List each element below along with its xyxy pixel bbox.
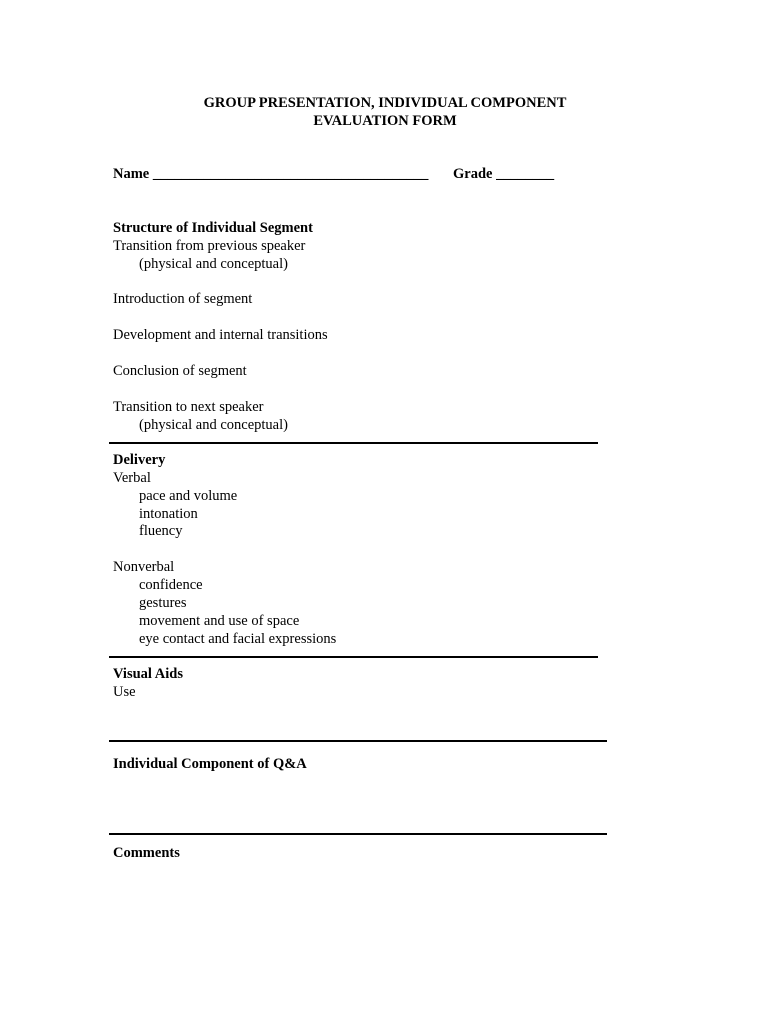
form-title-line2: EVALUATION FORM: [313, 113, 457, 129]
nonverbal-item: confidence: [139, 577, 203, 593]
delivery-heading: Delivery: [113, 452, 166, 468]
introduction-text: Introduction of segment: [113, 291, 253, 307]
structure-heading: Structure of Individual Segment: [113, 220, 313, 236]
section-divider-1: [109, 442, 598, 444]
grade-label: Grade: [453, 166, 493, 182]
verbal-item: pace and volume: [139, 488, 238, 504]
verbal-label: Verbal: [113, 470, 151, 486]
transition-next-text: Transition to next speaker: [113, 399, 264, 415]
grade-field[interactable]: [453, 165, 554, 183]
conclusion-text: Conclusion of segment: [113, 363, 247, 379]
qa-heading: Individual Component of Q&A: [113, 756, 307, 772]
name-blank: ______________________________________: [152, 166, 429, 182]
visual-aids-heading: Visual Aids: [113, 666, 183, 682]
verbal-item: intonation: [139, 506, 198, 522]
nonverbal-label: Nonverbal: [113, 559, 175, 575]
verbal-item: fluency: [139, 523, 183, 539]
form-title-line1: GROUP PRESENTATION, INDIVIDUAL COMPONENT: [203, 95, 567, 111]
nonverbal-item: eye contact and facial expressions: [139, 631, 337, 647]
name-field[interactable]: [113, 165, 428, 183]
transition-next-subtext: (physical and conceptual): [139, 417, 288, 433]
nonverbal-item: movement and use of space: [139, 613, 300, 629]
comments-heading: Comments: [113, 845, 180, 861]
section-divider-4: [109, 833, 607, 835]
transition-prev-text: Transition from previous speaker: [113, 238, 306, 254]
grade-blank: ________: [496, 166, 555, 182]
nonverbal-item: gestures: [139, 595, 187, 611]
name-label: Name: [113, 166, 150, 182]
transition-prev-subtext: (physical and conceptual): [139, 256, 288, 272]
section-divider-3: [109, 740, 607, 742]
section-divider-2: [109, 656, 598, 658]
visual-aids-use-label: Use: [113, 684, 136, 700]
development-text: Development and internal transitions: [113, 327, 328, 343]
